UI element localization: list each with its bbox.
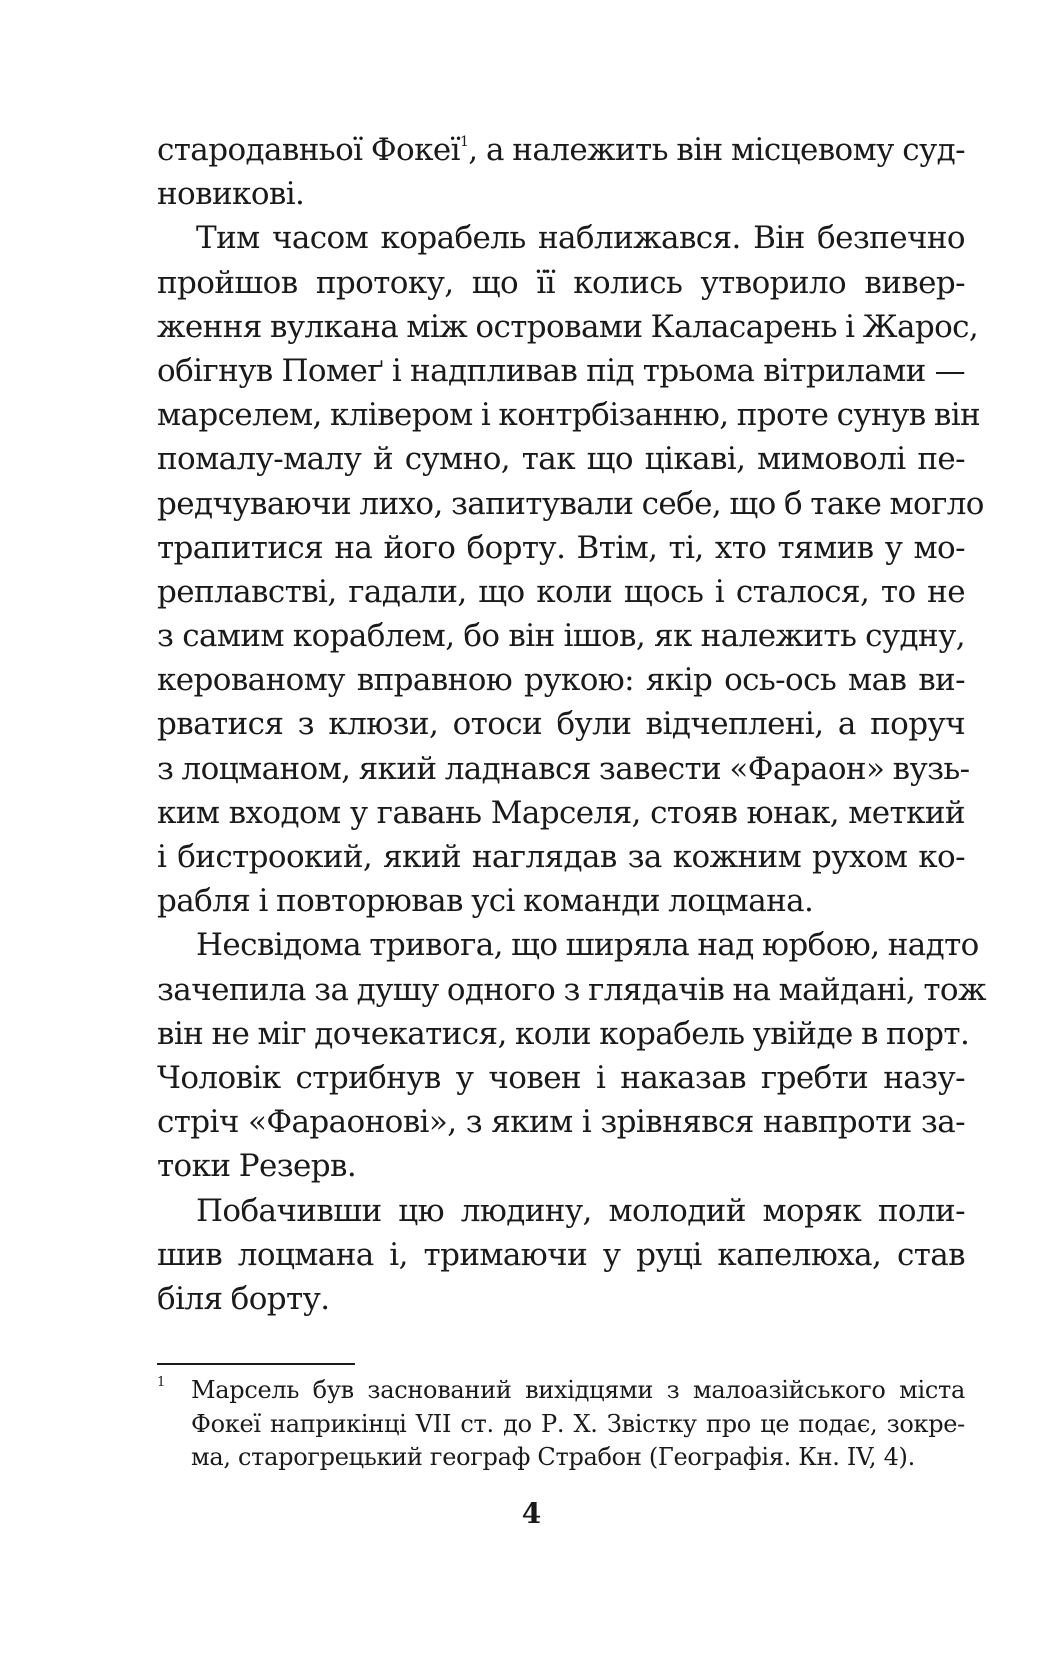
footnote-number: 1 [157, 1375, 165, 1390]
text-fragment: стародавньої Фокеї [157, 132, 460, 168]
text-line: обігнув Помеґ і надпливав під трьома вітрилами — [157, 352, 965, 389]
text-line: реплавстві, гадали, що коли щось і сталося, то не [157, 573, 965, 610]
footnote-line: Марсель був заснований вихідцями з малоазійського міста [191, 1376, 965, 1404]
text-line: з самим кораблем, бо він ішов, як належить судну, [157, 618, 965, 655]
text-line: рватися з клюзи, отоси були відчеплені, а поруч [157, 706, 965, 743]
text-line: з лоцманом, який ладнався завести «Фараон» вузь- [157, 750, 970, 787]
text-line: пройшов протоку, що її колись утворило вивер- [157, 264, 965, 301]
text-line: він не міг дочекатися, коли корабель увійде в порт. [157, 1015, 970, 1052]
text-line: токи Резерв. [157, 1148, 357, 1185]
footnote-body [191, 1374, 965, 1475]
text-line: редчуваючи лихо, запитували себе, що б таке могло [157, 485, 984, 522]
paragraph-start-line: Несвідома тривога, що ширяла над юрбою, надто [196, 927, 979, 964]
text-line: марселем, клівером і контрбізанню, проте сунув він [157, 397, 981, 434]
text-line: помалу-малу й сумно, так що цікаві, мимоволі пе- [157, 441, 965, 478]
text-line: рабля і повторював усі команди лоцмана. [157, 883, 814, 920]
text-line: новикові. [157, 176, 305, 213]
text-line: шив лоцмана і, тримаючи у руці капелюха, став [157, 1236, 965, 1273]
footnote-separator [157, 1363, 355, 1365]
footnote-line: ма, старогрецький географ Страбон (Географія. Кн. IV, 4). [191, 1443, 915, 1471]
text-line: керованому вправною рукою: якір ось-ось мав ви- [157, 662, 965, 699]
text-line: Чоловік стрибнув у човен і наказав гребти назу- [157, 1059, 965, 1096]
text-fragment: , а належить він місцевому суд- [468, 132, 965, 168]
paragraph-start-line: Тим часом корабель наближався. Він безпечно [196, 220, 965, 257]
text-line: зачепила за душу одного з глядачів на майдані, тож [157, 971, 986, 1008]
footnote-line: Фокеї наприкінці VII ст. до Р. Х. Звістку про це подає, зокре- [191, 1409, 965, 1438]
text-line: і бистроокий, який наглядав за кожним рухом ко- [157, 839, 965, 875]
paragraph-start-line: Побачивши цю людину, молодий моряк поли- [196, 1192, 965, 1229]
text-line [157, 128, 965, 172]
main-text [157, 128, 986, 1321]
footnote-reference[interactable]: 1 [459, 134, 469, 150]
text-line: стріч «Фараонові», з яким і зрівнявся навпроти за- [157, 1104, 965, 1141]
page-number: 4 [521, 1497, 542, 1530]
text-line: біля борту. [157, 1280, 330, 1317]
footnote [157, 1374, 965, 1475]
text-line: ким входом у гавань Марселя, стояв юнак, меткий [157, 794, 965, 831]
text-line: ження вулкана між островами Каласарень і Жарос, [157, 308, 979, 345]
text-line: трапитися на його борту. Втім, ті, хто тямив у мо- [157, 529, 965, 566]
